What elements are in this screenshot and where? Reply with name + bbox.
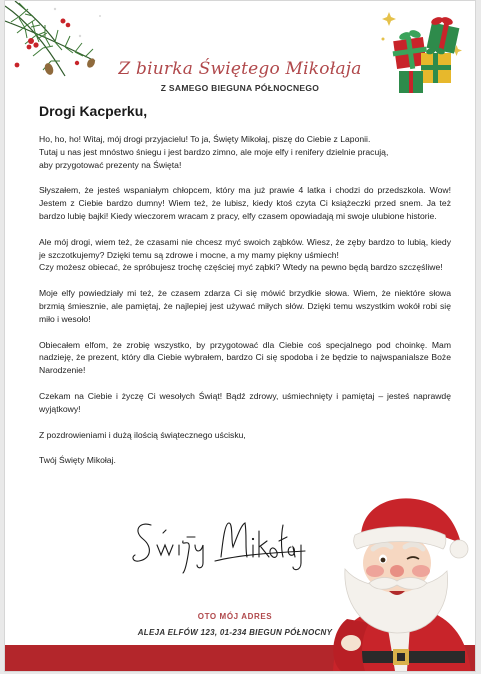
pine-branch-decoration xyxy=(5,1,115,96)
letter-paragraph: Słyszałem, że jesteś wspaniałym chłopcem, który ma już prawie 4 latka i chodzi do przedszkola. Wow! Jestem z Ciebie bardzo dumny! Wiem też, że lubisz, kiedy ktoś czyta Ci książeczki przed snem. Ja też bardzo lubię bajki! Kiedy wieczorem wracam z pracy, elfy czasem opowiadają mi swoje ulubione historie. xyxy=(39,185,451,221)
letter-header-subtitle: Z SAMEGO BIEGUNA PÓŁNOCNEGO xyxy=(160,83,320,93)
letter-paragraph: Czekam na Ciebie i życzę Ci wesołych Świąt! Bądź zdrowy, uśmiechnięty i pamiętaj – jesteś naprawdę wyjątkowy! xyxy=(39,390,451,414)
handwritten-signature xyxy=(129,511,309,581)
address-text: ALEJA ELFÓW 123, 01-234 BIEGUN PÓŁNOCNY xyxy=(137,628,333,637)
santa-claus-illustration xyxy=(325,491,475,671)
letter-paragraph: Obiecałem elfom, że zrobię wszystko, by przygotować dla Ciebie coś specjalnego pod choinkę. Mam nadzieję, że prezent, który dla Ciebie wybrałem, bardzo Ci się spodoba i że będzie to najwspanialsze Boże Narodzenie! xyxy=(39,339,451,376)
letter-header-title: Z biurka Świętego Mikołaja xyxy=(118,59,362,79)
letter-body xyxy=(39,133,451,480)
letter-paragraph: Ale mój drogi, wiem też, że czasami nie chcesz myć swoich ząbków. Wiesz, że zęby bardzo to lubią, kiedy je szczotkujemy? Dzięki temu są zdrowe i mocne, a my mamy piękny uśmiech! Czy możesz obiecać, że spróbujesz trochę częściej myć ząbki? Wtedy na pewno będą bardzo szczęśliwe! xyxy=(39,236,451,273)
letter-greeting: Drogi Kacperku, xyxy=(39,103,148,119)
letter-closing: Z pozdrowieniami i dużą ilością świątecznego uścisku, xyxy=(39,429,246,440)
address-label: OTO MÓJ ADRES xyxy=(197,612,273,621)
letter-paragraph: Ho, ho, ho! Witaj, mój drogi przyjacielu! To ja, Święty Mikołaj, piszę do Ciebie z Laponii. Tutaj u nas jest mnóstwo śniegu i jest bardzo zimno, ale moje elfy i renifery dzielnie pracują, aby przygotować prezenty na Święta! xyxy=(39,134,389,170)
letter-page xyxy=(4,0,476,672)
letter-sign-off: Twój Święty Mikołaj. xyxy=(39,455,116,466)
letter-paragraph: Moje elfy powiedziały mi też, że czasem zdarza Ci się mówić brzydkie słowa. Wiem, że niektóre słowa brzmią śmiesznie, ale pamiętaj, że najlepiej jest używać miłych słów. Dzięki temu wszystkim wokół robi się miło i wesoło! xyxy=(39,288,451,324)
